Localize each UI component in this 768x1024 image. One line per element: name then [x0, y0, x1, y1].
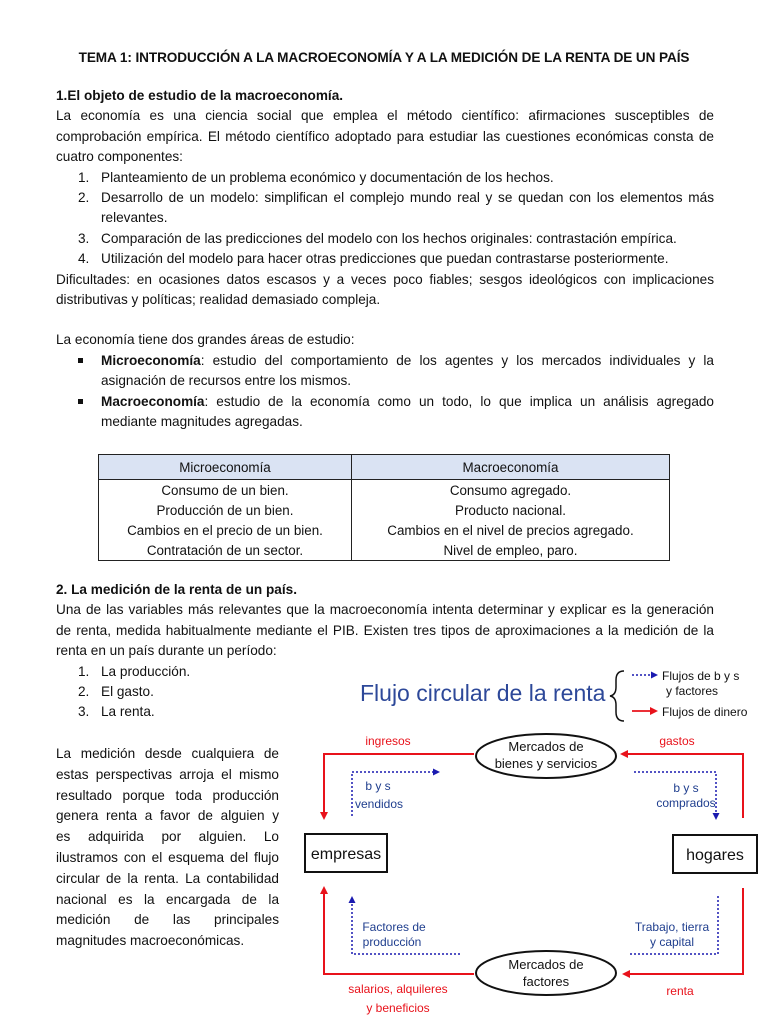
table-header-row [99, 455, 670, 480]
rent-label: renta [666, 984, 694, 998]
table-row: Contratación de un sector. Nivel de empleo, paro. [99, 540, 670, 561]
factor-market-label-2: factores [522, 974, 570, 989]
areas-list [56, 351, 714, 433]
section-2-intro: Una de las variables más relevantes que la macroeconomía intenta determinar y explicar es la generación de renta, medida habitualmente mediante el PIB. Existen tres tipos de aproximaciones a la medición de la renta en un país durante un período: [56, 602, 714, 659]
method-steps-list [56, 168, 714, 270]
section-1-intro: La economía es una ciencia social que emplea el método científico: afirmaciones susceptibles de comprobación empírica. El método científico adoptado para estudiar las cuestiones económicas consta de cuatro componentes: [56, 108, 714, 165]
table-row: Producción de un bien. Producto nacional. [99, 500, 670, 520]
legend-money-label: Flujos de dinero [662, 705, 748, 719]
document-title: TEMA 1: INTRODUCCIÓN A LA MACROECONOMÍA Y A LA MEDICIÓN DE LA RENTA DE UN PAÍS [78, 50, 690, 65]
table-header-micro: Microeconomía [99, 455, 352, 480]
table-row: Cambios en el precio de un bien. Cambios en el nivel de precios agregado. [99, 520, 670, 540]
households-label: hogares [686, 847, 744, 864]
list-item: Macroeconomía: estudio de la economía como un todo, lo que implica un análisis agregado mediante magnitudes agregadas. [56, 392, 714, 433]
goods-sold-label-2: vendidos [354, 797, 404, 811]
goods-market-label: Mercados de [508, 739, 584, 754]
list-item: Microeconomía: estudio del comportamiento de los agentes y los mercados individuales y la asignación de recursos entre los mismos. [56, 351, 714, 392]
list-item: 3. Comparación de las predicciones del modelo con los hechos originales: contrastación empírica. [78, 230, 677, 246]
section-1 [56, 86, 714, 433]
list-item: 2. El gasto. [78, 684, 154, 700]
list-item: 1. Planteamiento de un problema económico y documentación de los hechos. [78, 169, 554, 185]
wages-label: salarios, alquileres [348, 982, 448, 996]
difficulties-paragraph: Dificultades: en ocasiones datos escasos y a veces poco fiables; sesgos ideológicos con implicaciones distributivas y políticas; realidad demasiado compleja. [56, 271, 714, 308]
diagram-title: Flujo circular de la renta [360, 680, 606, 706]
section-1-heading: 1.El objeto de estudio de la macroeconomía. [56, 88, 344, 103]
legend-goods-label-2: y factores [666, 684, 719, 698]
bullet-icon [78, 399, 83, 404]
table-row: Consumo de un bien. Consumo agregado. [99, 480, 670, 501]
wages-label-2: y beneficios [366, 1001, 430, 1015]
table-header-macro: Macroeconomía [351, 455, 669, 480]
list-item: 2. Desarrollo de un modelo: simplifican el complejo mundo real y se quedan con los elementos más relevantes. [78, 190, 714, 226]
goods-bought-flow-arrow [634, 772, 716, 818]
list-item: 3. La renta. [78, 704, 155, 720]
firms-label: empresas [310, 846, 382, 863]
list-item: 4. Utilización del modelo para hacer otras predicciones que puedan contrastarse posteriormente. [78, 251, 669, 267]
circular-flow-diagram [300, 660, 768, 1024]
areas-intro: La economía tiene dos grandes áreas de estudio: [56, 332, 355, 348]
goods-bought-label-2: comprados [656, 796, 716, 810]
explanation-column: La medición desde cualquiera de estas perspectivas arroja el mismo resultado porque toda producción genera renta a favor de alguien y es adquirida por alguien. Lo ilustramos con el esquema del flujo circular de la renta. La contabilidad nacional es la encargada de la medición de las principales magnitudes macroeconómicas. [56, 746, 279, 949]
micro-macro-table [98, 454, 670, 561]
labor-label-2: y capital [649, 935, 695, 949]
goods-market-label-2: bienes y servicios [494, 756, 598, 771]
spending-label: gastos [659, 734, 695, 748]
factors-label: Factores de [362, 920, 426, 934]
goods-bought-label: b y s [673, 781, 699, 795]
factor-market-label: Mercados de [508, 957, 584, 972]
factors-label-2: producción [362, 935, 422, 949]
labor-label: Trabajo, tierra [634, 920, 710, 934]
legend-brace [610, 671, 624, 721]
goods-sold-label: b y s [365, 779, 391, 793]
bullet-icon [78, 358, 83, 363]
income-label: ingresos [365, 734, 411, 748]
legend-goods-label: Flujos de b y s [662, 669, 740, 683]
section-2-heading: 2. La medición de la renta de un país. [56, 582, 297, 597]
list-item: 1. La producción. [78, 663, 191, 679]
